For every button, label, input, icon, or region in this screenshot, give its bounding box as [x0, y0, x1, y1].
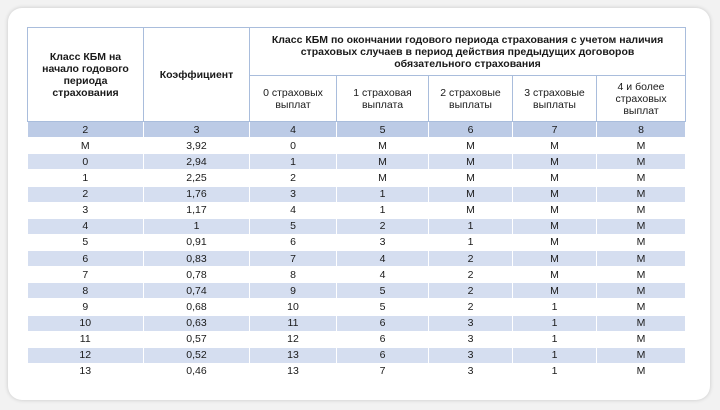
table-cell: 3: [429, 363, 513, 379]
table-cell: 1: [429, 234, 513, 250]
table-cell: M: [513, 186, 597, 202]
table-cell: M: [513, 283, 597, 299]
table-cell: 2,25: [144, 170, 250, 186]
table-cell: 6: [337, 331, 429, 347]
header-class-start: Класс КБМ на начало годового периода страхования: [28, 28, 144, 122]
table-row: [28, 283, 686, 299]
table-cell: M: [429, 186, 513, 202]
table-cell: 8: [250, 267, 337, 283]
table-cell: M: [337, 138, 429, 154]
table-cell: 13: [250, 347, 337, 363]
table-row: [28, 202, 686, 218]
table-cell: M: [597, 154, 686, 170]
table-cell: 6: [250, 234, 337, 250]
column-number: 3: [144, 122, 250, 138]
table-cell: M: [597, 315, 686, 331]
table-cell: 2,94: [144, 154, 250, 170]
table-cell: 1: [28, 170, 144, 186]
table-cell: M: [597, 283, 686, 299]
table-cell: 1: [513, 331, 597, 347]
table-cell: 9: [250, 283, 337, 299]
header-sub-0: 0 страховых выплат: [250, 76, 337, 122]
table-row: [28, 170, 686, 186]
table-cell: M: [597, 202, 686, 218]
table-cell: 11: [250, 315, 337, 331]
table-cell: 10: [28, 315, 144, 331]
table-cell: M: [337, 170, 429, 186]
table-cell: 6: [28, 251, 144, 267]
table-cell: M: [513, 202, 597, 218]
table-cell: 0,52: [144, 347, 250, 363]
table-cell: 1: [250, 154, 337, 170]
column-number: 6: [429, 122, 513, 138]
table-cell: 3: [429, 315, 513, 331]
table-cell: 2: [429, 251, 513, 267]
table-cell: 2: [429, 267, 513, 283]
table-row: [28, 363, 686, 379]
table-cell: 4: [337, 267, 429, 283]
table-cell: 3: [337, 234, 429, 250]
table-cell: 2: [429, 299, 513, 315]
table-cell: M: [597, 331, 686, 347]
table-cell: 0: [250, 138, 337, 154]
table-cell: 0: [28, 154, 144, 170]
table-row: [28, 315, 686, 331]
table-cell: 0,83: [144, 251, 250, 267]
table-cell: 13: [250, 363, 337, 379]
table-cell: 0,68: [144, 299, 250, 315]
table-row: [28, 154, 686, 170]
table-cell: M: [597, 267, 686, 283]
table-cell: 2: [337, 218, 429, 234]
table-cell: 3: [429, 347, 513, 363]
table-cell: M: [597, 234, 686, 250]
header-sub-3: 3 страховые выплаты: [513, 76, 597, 122]
table-cell: 0,91: [144, 234, 250, 250]
table-cell: M: [429, 138, 513, 154]
table-cell: 3,92: [144, 138, 250, 154]
table-cell: 1: [144, 218, 250, 234]
table-row: [28, 267, 686, 283]
table-cell: 4: [250, 202, 337, 218]
table-cell: 1,76: [144, 186, 250, 202]
kbm-table: [27, 27, 686, 380]
table-cell: 5: [250, 218, 337, 234]
table-cell: M: [597, 170, 686, 186]
table-cell: 2: [28, 186, 144, 202]
table-cell: 5: [337, 283, 429, 299]
header-coefficient: Коэффициент: [144, 28, 250, 122]
table-row: [28, 251, 686, 267]
table-cell: 5: [337, 299, 429, 315]
table-cell: 10: [250, 299, 337, 315]
table-cell: 4: [28, 218, 144, 234]
header-sub-1: 1 страховая выплата: [337, 76, 429, 122]
table-row: [28, 347, 686, 363]
table-cell: 0,74: [144, 283, 250, 299]
table-cell: 1: [337, 202, 429, 218]
table-cell: M: [597, 186, 686, 202]
table-row: [28, 138, 686, 154]
table-cell: 1,17: [144, 202, 250, 218]
table-cell: 7: [250, 251, 337, 267]
table-row: [28, 331, 686, 347]
table-cell: 1: [337, 186, 429, 202]
header-sub-2: 2 страховые выплаты: [429, 76, 513, 122]
table-cell: M: [513, 218, 597, 234]
column-number-row: [28, 122, 686, 138]
table-cell: M: [597, 218, 686, 234]
column-number: 5: [337, 122, 429, 138]
table-cell: M: [597, 299, 686, 315]
table-cell: M: [513, 138, 597, 154]
table-cell: 2: [250, 170, 337, 186]
table-cell: 12: [28, 347, 144, 363]
table-cell: M: [513, 251, 597, 267]
table-body: [28, 122, 686, 380]
table-cell: M: [28, 138, 144, 154]
table-cell: 0,78: [144, 267, 250, 283]
table-cell: M: [429, 154, 513, 170]
table-cell: 7: [337, 363, 429, 379]
header-class-end-group: Класс КБМ по окончании годового периода страхования с учетом наличия страховых случаев в период действия предыдущих договоров обязательного страхования: [250, 28, 686, 76]
column-number: 2: [28, 122, 144, 138]
header-sub-4: 4 и более страховых выплат: [597, 76, 686, 122]
table-cell: M: [513, 154, 597, 170]
table-cell: 0,57: [144, 331, 250, 347]
table-cell: 1: [429, 218, 513, 234]
table-cell: M: [513, 234, 597, 250]
table-cell: M: [513, 267, 597, 283]
table-row: [28, 234, 686, 250]
column-number: 7: [513, 122, 597, 138]
table-cell: 1: [513, 363, 597, 379]
table-cell: 13: [28, 363, 144, 379]
table-cell: 2: [429, 283, 513, 299]
table-cell: 1: [513, 347, 597, 363]
table-cell: 1: [513, 299, 597, 315]
column-number: 8: [597, 122, 686, 138]
table-cell: M: [429, 170, 513, 186]
table-cell: M: [597, 363, 686, 379]
table-cell: 6: [337, 347, 429, 363]
table-cell: 0,46: [144, 363, 250, 379]
table-cell: 7: [28, 267, 144, 283]
table-row: [28, 186, 686, 202]
table-cell: M: [597, 138, 686, 154]
table-cell: 3: [250, 186, 337, 202]
table-cell: 4: [337, 251, 429, 267]
table-cell: 1: [513, 315, 597, 331]
table-cell: 0,63: [144, 315, 250, 331]
column-number: 4: [250, 122, 337, 138]
table-cell: M: [597, 347, 686, 363]
table-cell: M: [429, 202, 513, 218]
table-row: [28, 299, 686, 315]
table-row: [28, 218, 686, 234]
table-cell: 9: [28, 299, 144, 315]
table-cell: 11: [28, 331, 144, 347]
table-cell: M: [337, 154, 429, 170]
table-cell: 6: [337, 315, 429, 331]
table-cell: 12: [250, 331, 337, 347]
table-cell: M: [513, 170, 597, 186]
table-cell: 3: [429, 331, 513, 347]
table-cell: 8: [28, 283, 144, 299]
table-cell: 5: [28, 234, 144, 250]
table-cell: M: [597, 251, 686, 267]
table-cell: 3: [28, 202, 144, 218]
